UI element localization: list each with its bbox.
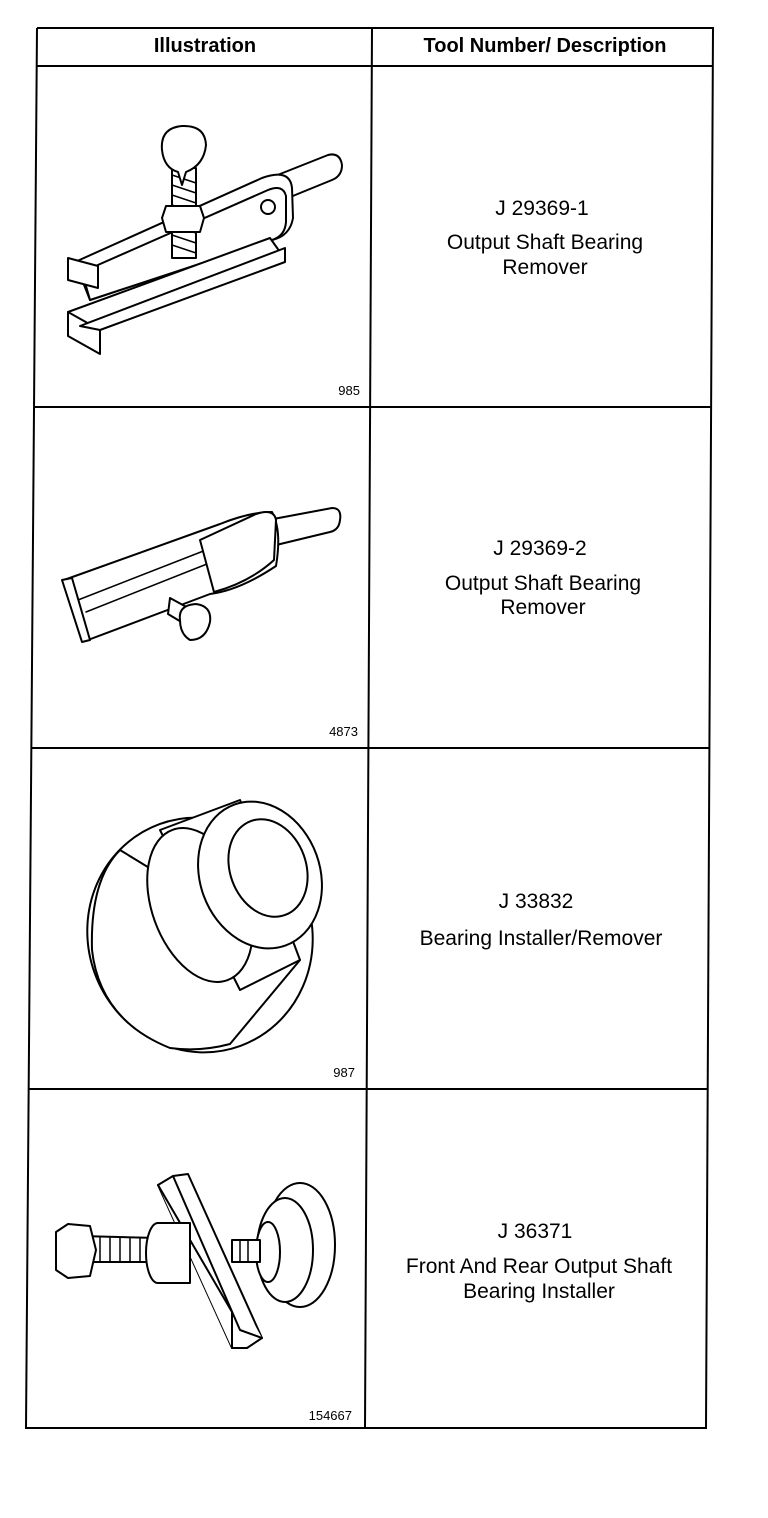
bearing-installer-bolt-plate-icon [56,1174,335,1348]
tool-description-line1: Output Shaft Bearing [444,572,642,595]
tool-description-line2: Remover [502,256,588,279]
tool-description-line2: Bearing Installer [463,1280,615,1303]
tool-number: J 29369-1 [495,197,589,220]
figure-number: 4873 [329,724,358,739]
tool-description-line1: Front And Rear Output Shaft [405,1255,673,1278]
table-row [68,126,643,398]
bearing-remover-collet-icon [62,508,340,642]
figure-number: 987 [333,1065,355,1080]
tool-description-line2: Remover [500,596,586,619]
table-row [56,1174,672,1423]
table-row [54,784,662,1084]
tool-description-line1: Bearing Installer/Remover [419,927,663,950]
figure-number: 985 [338,383,360,398]
tool-number: J 33832 [498,890,574,913]
bearing-remover-screw-clamp-icon [68,126,342,354]
tool-description-line1: Output Shaft Bearing [446,231,644,254]
tool-number: J 36371 [497,1220,573,1243]
header-tool-description: Tool Number/ Description [423,35,667,57]
tool-number: J 29369-2 [493,537,587,560]
table-row [62,508,641,739]
figure-number: 154667 [308,1408,352,1423]
header-illustration: Illustration [153,35,257,57]
bearing-installer-disc-icon [54,784,345,1084]
